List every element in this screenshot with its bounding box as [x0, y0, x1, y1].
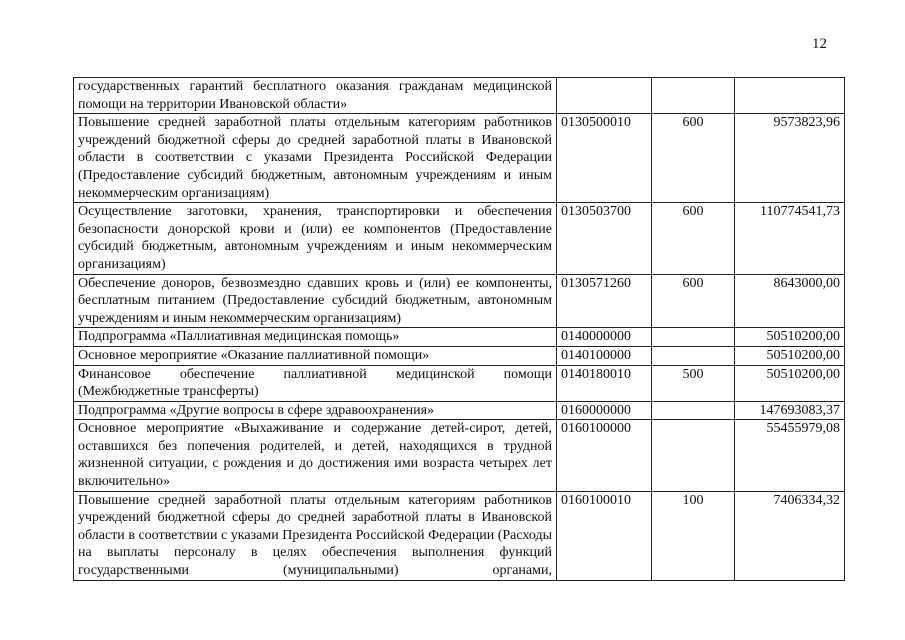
budget-table — [73, 77, 845, 581]
row-code: 0160100010 — [557, 491, 652, 580]
row-amount: 50510200,00 — [735, 328, 845, 347]
row-code: 0130571260 — [557, 274, 652, 328]
row-description: Подпрограмма «Другие вопросы в сфере здравоохранения» — [74, 401, 557, 420]
row-code: 0140100000 — [557, 346, 652, 365]
row-amount: 147693083,37 — [735, 401, 845, 420]
row-code — [557, 78, 652, 114]
row-description: Подпрограмма «Паллиативная медицинская помощь» — [74, 328, 557, 347]
row-amount: 7406334,32 — [735, 491, 845, 580]
row-description: Повышение средней заработной платы отдельным категориям работников учреждений бюджетной сферы до средней заработной платы в Ивановской области в соответствии с указами Президента Российской Федерации (Предоставление субсидий бюджетным, автономным учреждениям и иным некоммерческим организациям) — [74, 114, 557, 203]
row-amount — [735, 78, 845, 114]
table-row — [74, 365, 845, 401]
row-code: 0130500010 — [557, 114, 652, 203]
row-code: 0160100000 — [557, 420, 652, 491]
row-expense-type: 600 — [652, 203, 735, 274]
table-row — [74, 78, 845, 114]
row-code: 0140180010 — [557, 365, 652, 401]
row-expense-type — [652, 328, 735, 347]
row-expense-type: 600 — [652, 114, 735, 203]
row-expense-type: 600 — [652, 274, 735, 328]
row-description: Повышение средней заработной платы отдельным категориям работников учреждений бюджетной сферы до средней заработной платы в Ивановской области в соответствии с указами Президента Российской Федерации (Расходы на выплаты персоналу в целях обеспечения выполнения функций государственными (муниципальными) органами, — [74, 491, 557, 580]
page-number: 12 — [812, 36, 827, 52]
table-row — [74, 346, 845, 365]
row-expense-type — [652, 401, 735, 420]
row-amount: 50510200,00 — [735, 365, 845, 401]
row-amount: 9573823,96 — [735, 114, 845, 203]
table-row — [74, 203, 845, 274]
table-row — [74, 420, 845, 491]
row-description: Финансовое обеспечение паллиативной медицинской помощи (Межбюджетные трансферты) — [74, 365, 557, 401]
row-expense-type — [652, 420, 735, 491]
row-code: 0130503700 — [557, 203, 652, 274]
row-amount: 50510200,00 — [735, 346, 845, 365]
table-row — [74, 274, 845, 328]
row-description: Осуществление заготовки, хранения, транспортировки и обеспечения безопасности донорской крови и (или) ее компонентов (Предоставление субсидий бюджетным, автономным учреждениям и иным некоммерческим организациям) — [74, 203, 557, 274]
row-expense-type — [652, 346, 735, 365]
row-description: Основное мероприятие «Выхаживание и содержание детей-сирот, детей, оставшихся без попечения родителей, и детей, находящихся в трудной жизненной ситуации, с рождения и до достижения ими возраста четырех лет включительно» — [74, 420, 557, 491]
row-description: Основное мероприятие «Оказание паллиативной помощи» — [74, 346, 557, 365]
row-description: государственных гарантий бесплатного оказания гражданам медицинской помощи на территории Ивановской области» — [74, 78, 557, 114]
table-row — [74, 114, 845, 203]
row-expense-type: 100 — [652, 491, 735, 580]
row-amount: 55455979,08 — [735, 420, 845, 491]
table-row — [74, 491, 845, 580]
row-amount: 110774541,73 — [735, 203, 845, 274]
row-expense-type: 500 — [652, 365, 735, 401]
row-expense-type — [652, 78, 735, 114]
table-row — [74, 401, 845, 420]
table-row — [74, 328, 845, 347]
row-description: Обеспечение доноров, безвозмездно сдавших кровь и (или) ее компоненты, бесплатным питанием (Предоставление субсидий бюджетным, автономным учреждениям и иным некоммерческим организациям) — [74, 274, 557, 328]
row-amount: 8643000,00 — [735, 274, 845, 328]
row-code: 0160000000 — [557, 401, 652, 420]
row-code: 0140000000 — [557, 328, 652, 347]
